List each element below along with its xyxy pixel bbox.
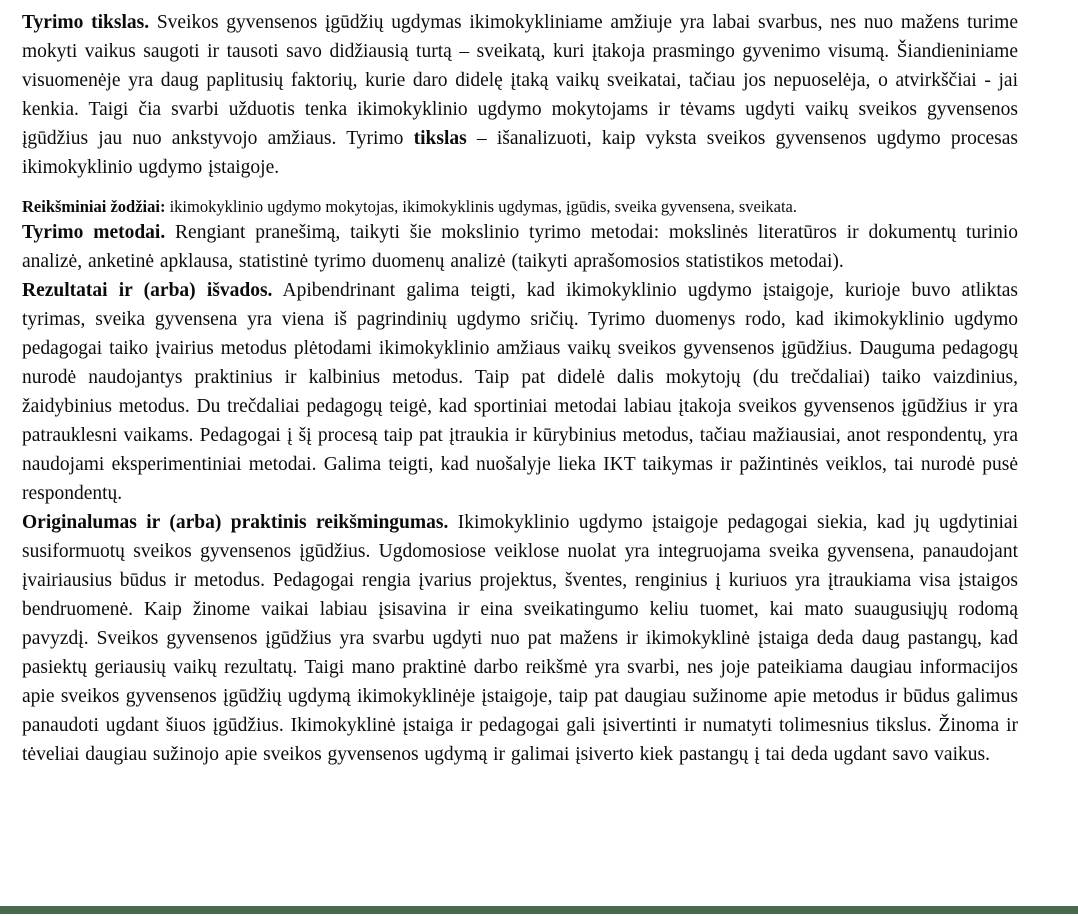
tyrimo-tikslas-inline-bold: tikslas <box>413 128 467 149</box>
rezultatai-text: Apibendrinant galima teigti, kad ikimokyklinio ugdymo įstaigoje, kurioje buvo atliktas tyrimas, sveika gyvensena yra viena iš pagrindinių ugdymo sričių. Tyrimo duomenys rodo, kad ikimokyklinio ugdymo pedagogai taiko įvairius metodus plėtodami ikimokyklinio amžiaus vaikų sveikos gyvensenos įgūdžius. Dauguma pedagogų nurodė naudojantys praktinius ir kalbinius metodus. Taip pat didelė dalis mokytojų (du trečdaliai) taiko vaizdinius, žaidybinius metodus. Du trečdaliai pedagogų teigė, kad sportiniai metodai labiau įtakoja sveikos gyvensenos įgūdžius ir yra patrauklesni vaikams. Pedagogai į šį procesą taip pat įtraukia ir kūrybinius metodus, tačiau mažiausiai, anot respondentų, yra naudojami eksperimentiniai metodai. Galima teigti, kad nuošalyje lieka IKT taikymas ir pažintinės veiklos, tai nurodė pusė respondentų. <box>22 280 1018 504</box>
keywords-text: ikimokyklinio ugdymo mokytojas, ikimokyklinis ugdymas, įgūdis, sveika gyvensena, sveikata. <box>165 197 798 216</box>
originalumas-text: Ikimokyklinio ugdymo įstaigoje pedagogai siekia, kad jų ugdytiniai susiformuotų sveikos gyvensenos įgūdžius. Ugdomosiose veiklose nuolat yra integruojama sveika gyvensena, panaudojant įvairiausius būdus ir metodus. Pedagogai rengia įvarius projektus, šventes, renginius į kuriuos yra įtraukiama visa įstaigos bendruomenė. Kaip žinome vaikai labiau įsisavina ir eina sveikatingumo keliu tuomet, kai mato suaugusiųjų rodomą pavyzdį. Sveikos gyvensenos įgūdžius yra svarbu ugdyti nuo pat mažens ir ikimokyklinė įstaiga deda daug pastangų, kad pasiektų geriausių vaikų rezultatų. Taigi mano praktinė darbo reikšmė yra svarbi, nes joje pateikiama daugiau informacijos apie sveikos gyvensenos įgūdžių ugdymą ikimokyklinėje įstaigoje, taip pat daugiau sužinome apie metodus ir būdus galimus panaudoti ugdant šiuos įgūdžius. Ikimokyklinė įstaiga ir pedagogai gali įsivertinti ir numatyti tolimesnius tikslus. Žinoma ir tėveliai daugiau sužinojo apie sveikos gyvensenos ugdymą ir galimai įsiverto kiek pastangų į tai deda ugdant savo vaikus. <box>22 512 1019 765</box>
section-heading-originalumas: Originalumas ir (arba) praktinis reikšmingumas. <box>22 512 449 533</box>
tyrimo-tikslas-text-2: – išanalizuoti, kaip vyksta sveikos gyvensenos ugdymo procesas ikimokyklinio ugdymo įstaigoje. <box>22 128 1018 178</box>
paragraph-keywords <box>22 196 1018 218</box>
paragraph-originalumas <box>22 508 1018 769</box>
tyrimo-metodai-text: Rengiant pranešimą, taikyti šie mokslinio tyrimo metodai: mokslinės literatūros ir dokumentų turinio analizė, anketinė apklausa, statistinė tyrimo duomenų analizė (taikyti aprašomosios statistikos metodai). <box>22 222 1018 272</box>
paragraph-rezultatai <box>22 276 1018 508</box>
section-heading-tyrimo-metodai: Tyrimo metodai. <box>22 222 166 243</box>
paragraph-tyrimo-tikslas <box>22 8 1018 182</box>
section-heading-tyrimo-tikslas: Tyrimo tikslas. <box>22 12 150 33</box>
page-bottom-bar <box>0 906 1078 914</box>
keywords-label: Reikšminiai žodžiai: <box>22 197 166 216</box>
section-heading-rezultatai: Rezultatai ir (arba) išvados. <box>22 280 273 301</box>
paragraph-tyrimo-metodai <box>22 218 1018 276</box>
tyrimo-tikslas-text-1: Sveikos gyvensenos įgūdžių ugdymas ikimokykliniame amžiuje yra labai svarbus, nes nuo mažens turime mokyti vaikus saugoti ir tausoti savo didžiausią turtą – sveikatą, kuri įtakoja prasmingo gyvenimo visumą. Šiandieniniame visuomenėje yra daug paplitusių faktorių, kurie daro didelę įtaką vaikų sveikatai, tačiau jos nepuoselėja, o atvirkščiai - jai kenkia. Taigi čia svarbi užduotis tenka ikimokyklinio ugdymo mokytojams ir tėvams ugdyti vaikų sveikos gyvensenos įgūdžius jau nuo ankstyvojo amžiaus. Tyrimo <box>22 12 1018 149</box>
